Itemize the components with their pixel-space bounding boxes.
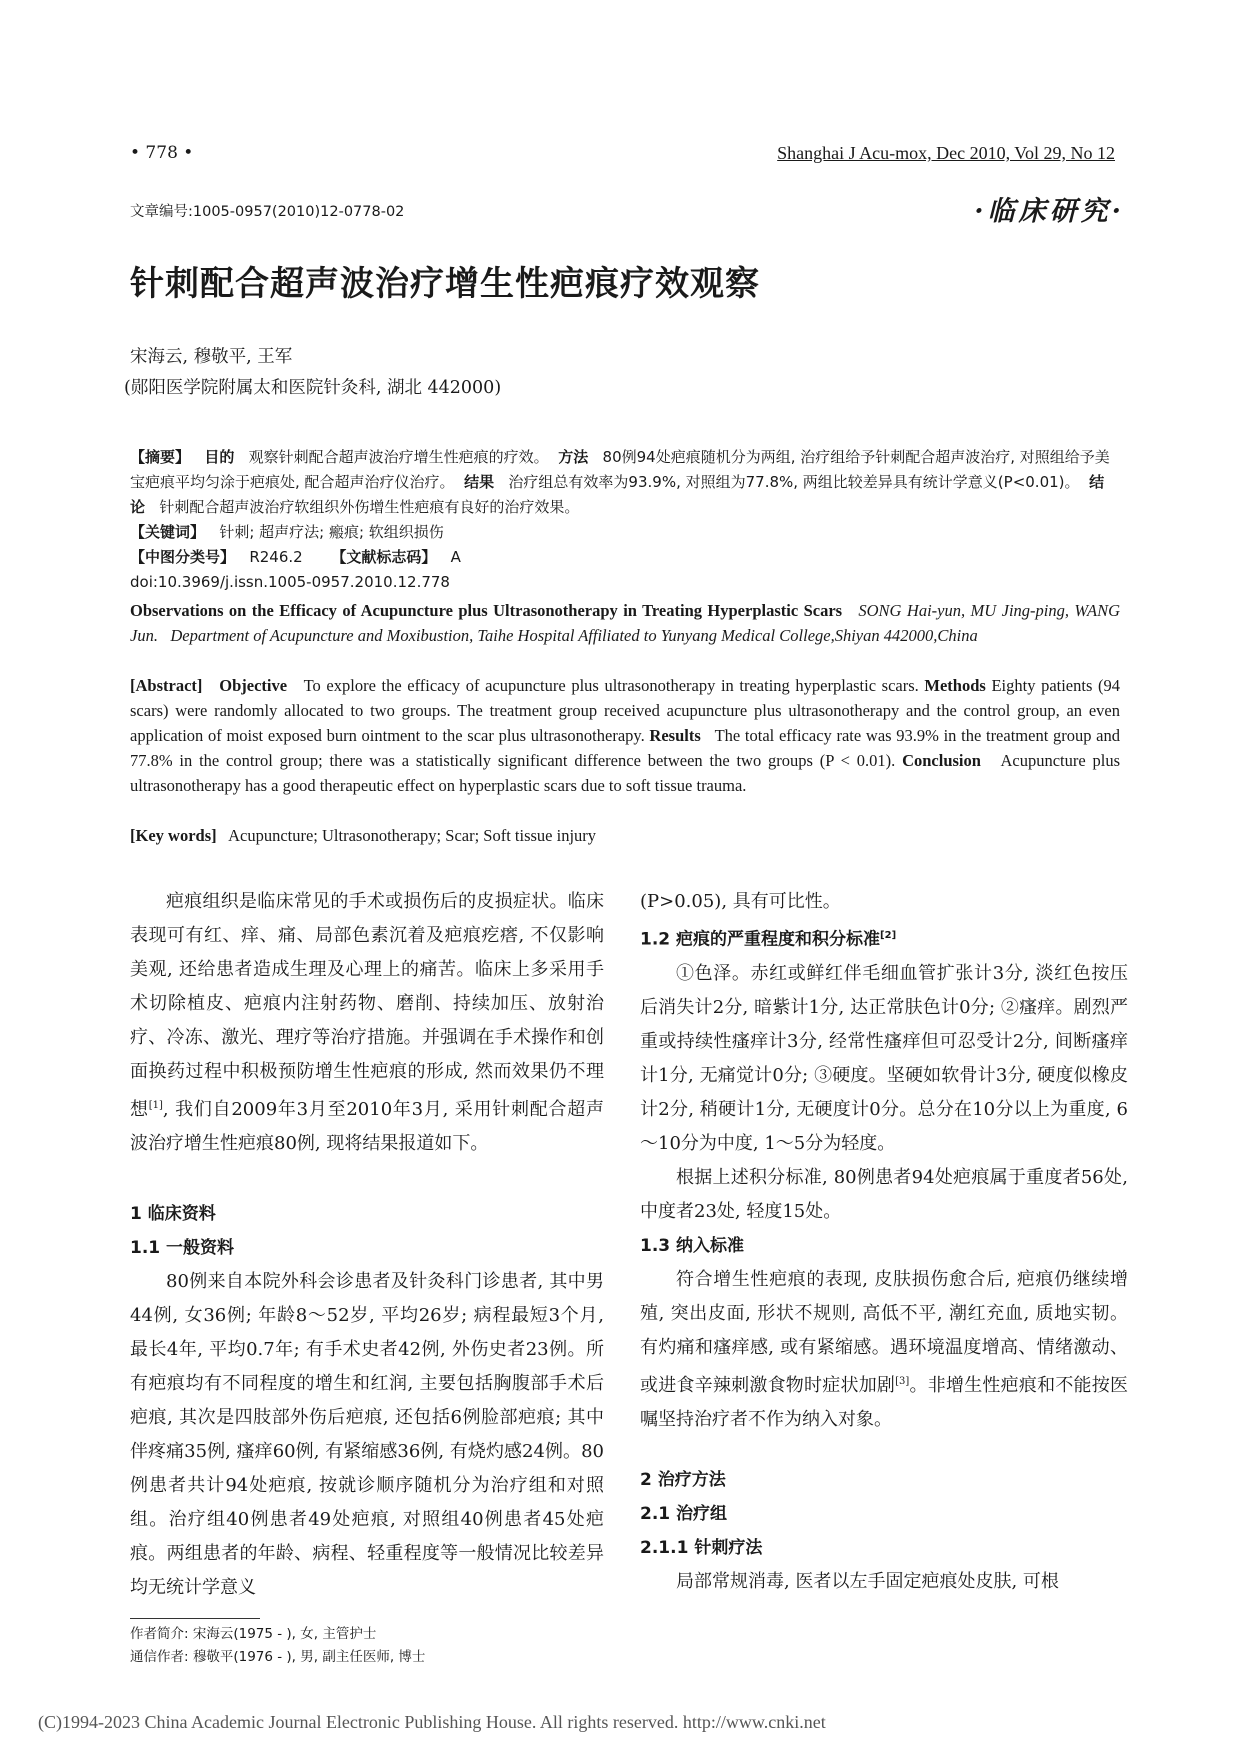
objective-label: 目的 (204, 448, 235, 466)
objective-text: 观察针刺配合超声波治疗增生性疤痕的疗效。 (248, 448, 549, 466)
intro-tail: , 我们自2009年3月至2010年3月, 采用针刺配合超声波治疗增生性疤痕80例, 现将结果报道如下。 (130, 1099, 604, 1154)
journal-info: Shanghai J Acu-mox, Dec 2010, Vol 29, No 12 (777, 143, 1115, 163)
doc-code-value: A (450, 548, 461, 566)
english-keywords (130, 823, 1120, 848)
english-header (130, 598, 1120, 648)
footnote-divider (130, 1618, 260, 1619)
conclusion-label: 结论 (130, 473, 1105, 516)
section-1-3-tail: 。非增生性疤痕和不能按医嘱坚持治疗者不作为纳入对象。 (640, 1374, 1129, 1430)
methods-label: 方法 (558, 448, 589, 466)
copyright-notice: (C)1994-2023 China Academic Journal Electronic Publishing House. All rights reserved. http://www.cnki.net (38, 1712, 826, 1732)
body-left-column (130, 885, 604, 1605)
section-1-heading: 1 临床资料 (130, 1204, 216, 1224)
section-1-2-ref: [2] (880, 930, 897, 941)
section-tag: ·临床研究· (974, 196, 1125, 227)
english-keywords-text: Acupuncture; Ultrasonotherapy; Scar; Soft tissue injury (228, 826, 597, 845)
abstract-cn (130, 445, 1120, 520)
section-1-3-heading: 1.3 纳入标准 (640, 1235, 745, 1256)
intro-ref: [1] (148, 1100, 163, 1111)
author-list: 宋海云, 穆敬平, 王军 (130, 347, 293, 367)
english-keywords-label: [Key words] (130, 826, 217, 845)
section-1-1-paragraph: 80例来自本院外科会诊患者及针灸科门诊患者, 其中男44例, 女36例; 年龄8～52岁, 平均26岁; 病程最短3个月, 最长4年, 平均0.7年; 有手术史者42例, 外伤史者23例。所有疤痕均有不同程度的增生和红润, 主要包括胸腹部手术后疤痕, 其次是四肢部外伤后疤痕, 还包括6例脸部疤痕; 其中伴疼痛35例, 瘙痒60例, 有紧缩感36例, 有烧灼感24例。80例患者共计94处疤痕, 按就诊顺序随机分为治疗组和对照组。治疗组40例患者49处疤痕, 对照组40例患者45处疤痕。两组患者的年龄、病程、轻重程度等一般情况比较差异均无统计学意义 (130, 1271, 604, 1598)
section-2-heading: 2 治疗方法 (640, 1469, 726, 1490)
section-1-3-paragraph (640, 1263, 1128, 1437)
section-1-2-paragraph-b: 根据上述积分标准, 80例患者94处疤痕属于重度者56处, 中度者23处, 轻度15处。 (640, 1166, 1128, 1222)
body-right-column (640, 885, 1128, 1599)
article-number: 文章编号:1005-0957(2010)12-0778-02 (130, 204, 405, 220)
english-results-label: Results (649, 726, 701, 745)
english-title: Observations on the Efficacy of Acupuncture plus Ultrasonotherapy in Treating Hyperplastic Scars (130, 601, 843, 620)
english-conclusion-label: Conclusion (902, 751, 981, 770)
english-results: The total efficacy rate was 93.9% in the treatment group and 77.8% in the control group; there was a statistically significant difference between the two groups (P < 0.01). (130, 726, 1121, 770)
results-label: 结果 (464, 473, 495, 491)
continued-paragraph: (P>0.05), 具有可比性。 (640, 891, 841, 912)
author-bio-footnote: 作者简介: 宋海云(1975 - ), 女, 主管护士 (130, 1626, 377, 1642)
english-abstract (130, 673, 1120, 798)
keywords-label: 【关键词】 (130, 523, 206, 541)
english-methods: Eighty patients (94 scars) were randomly allocated to two groups. The treatment group received acupuncture plus ultrasonotherapy and the control group, an even application of moist exposed burn ointment to the scar plus ultrasonotherapy. (130, 676, 1121, 745)
section-1-1-heading: 1.1 一般资料 (130, 1238, 235, 1258)
classification-line (130, 545, 1120, 570)
section-2-1-heading: 2.1 治疗组 (640, 1503, 728, 1524)
corresponding-author-footnote: 通信作者: 穆敬平(1976 - ), 男, 副主任医师, 博士 (130, 1649, 426, 1665)
keywords-text: 针刺; 超声疗法; 瘢痕; 软组织损伤 (219, 523, 444, 541)
english-methods-label: Methods (924, 676, 986, 695)
english-objective: To explore the efficacy of acupuncture plus ultrasonotherapy in treating hyperplastic scars. (303, 676, 919, 695)
section-1-2-title: 1.2 疤痕的严重程度和积分标准 (640, 929, 881, 950)
intro-paragraph (130, 885, 604, 1161)
english-objective-label: Objective (219, 676, 288, 695)
section-2-1-1-heading: 2.1.1 针刺疗法 (640, 1537, 763, 1558)
page-number: • 778 • (130, 143, 194, 163)
results-text: 治疗组总有效率为93.9%, 对照组为77.8%, 两组比较差异具有统计学意义(P<0.01)。 (508, 473, 1080, 491)
english-affiliation: Department of Acupuncture and Moxibustion, Taihe Hospital Affiliated to Yunyang Medical College,Shiyan 442000,China (170, 626, 978, 645)
classification-value: R246.2 (249, 548, 303, 566)
english-conclusion: Acupuncture plus ultrasonotherapy has a good therapeutic effect on hyperplastic scars due to soft tissue trauma. (130, 751, 1121, 795)
english-abstract-label: [Abstract] (130, 676, 203, 695)
section-1-3-text: 符合增生性疤痕的表现, 皮肤损伤愈合后, 疤痕仍继续增殖, 突出皮面, 形状不规则, 高低不平, 潮红充血, 质地实韧。有灼痛和瘙痒感, 或有紧缩感。遇环境温度增高、情绪激动、或进食辛辣刺激食物时症状加剧 (640, 1268, 1128, 1396)
section-2-1-1-paragraph: 局部常规消毒, 医者以左手固定疤痕处皮肤, 可根 (676, 1570, 1059, 1592)
conclusion-text: 针刺配合超声波治疗软组织外伤增生性疤痕有良好的治疗效果。 (159, 498, 580, 516)
section-1-2-paragraph-a: ①色泽。赤红或鲜红伴毛细血管扩张计3分, 淡红色按压后消失计2分, 暗紫计1分, 达正常肤色计0分; ②瘙痒。剧烈严重或持续性瘙痒计3分, 经常性瘙痒但可忍受计2分, 间断瘙痒计1分, 无痛觉计0分; ③硬度。坚硬如软骨计3分, 硬度似橡皮计2分, 稍硬计1分, 无硬度计0分。总分在10分以上为重度, 6～10分为中度, 1～5分为轻度。 (640, 962, 1128, 1154)
author-affiliation: (郧阳医学院附属太和医院针灸科, 湖北 442000) (124, 378, 502, 398)
abstract-label: 【摘要】 (130, 448, 191, 466)
section-1-3-ref: [3] (895, 1375, 910, 1387)
english-authors: SONG Hai-yun, MU Jing-ping, WANG Jun. (130, 601, 1120, 645)
intro-text: 疤痕组织是临床常见的手术或损伤后的皮损症状。临床表现可有红、痒、痛、局部色素沉着及疤痕疙瘩, 不仅影响美观, 还给患者造成生理及心理上的痛苦。临床上多采用手术切除植皮、疤痕内注射药物、磨削、持续加压、放射治疗、冷冻、激光、理疗等治疗措施。并强调在手术操作和创面换药过程中积极预防增生性疤痕的形成, 然而效果仍不理想 (130, 891, 604, 1120)
section-1-2-heading (640, 919, 1128, 957)
doc-code-label: 【文献标志码】 (331, 548, 437, 566)
classification-label: 【中图分类号】 (130, 548, 236, 566)
methods-text: 80例94处疤痕随机分为两组, 治疗组给予针刺配合超声波治疗, 对照组给予美宝疤痕平均匀涂于疤痕处, 配合超声治疗仪治疗。 (130, 448, 1110, 491)
keywords-cn (130, 520, 1120, 545)
article-title: 针刺配合超声波治疗增生性疤痕疗效观察 (130, 264, 760, 304)
doi: doi:10.3969/j.issn.1005-0957.2010.12.778 (130, 573, 450, 591)
